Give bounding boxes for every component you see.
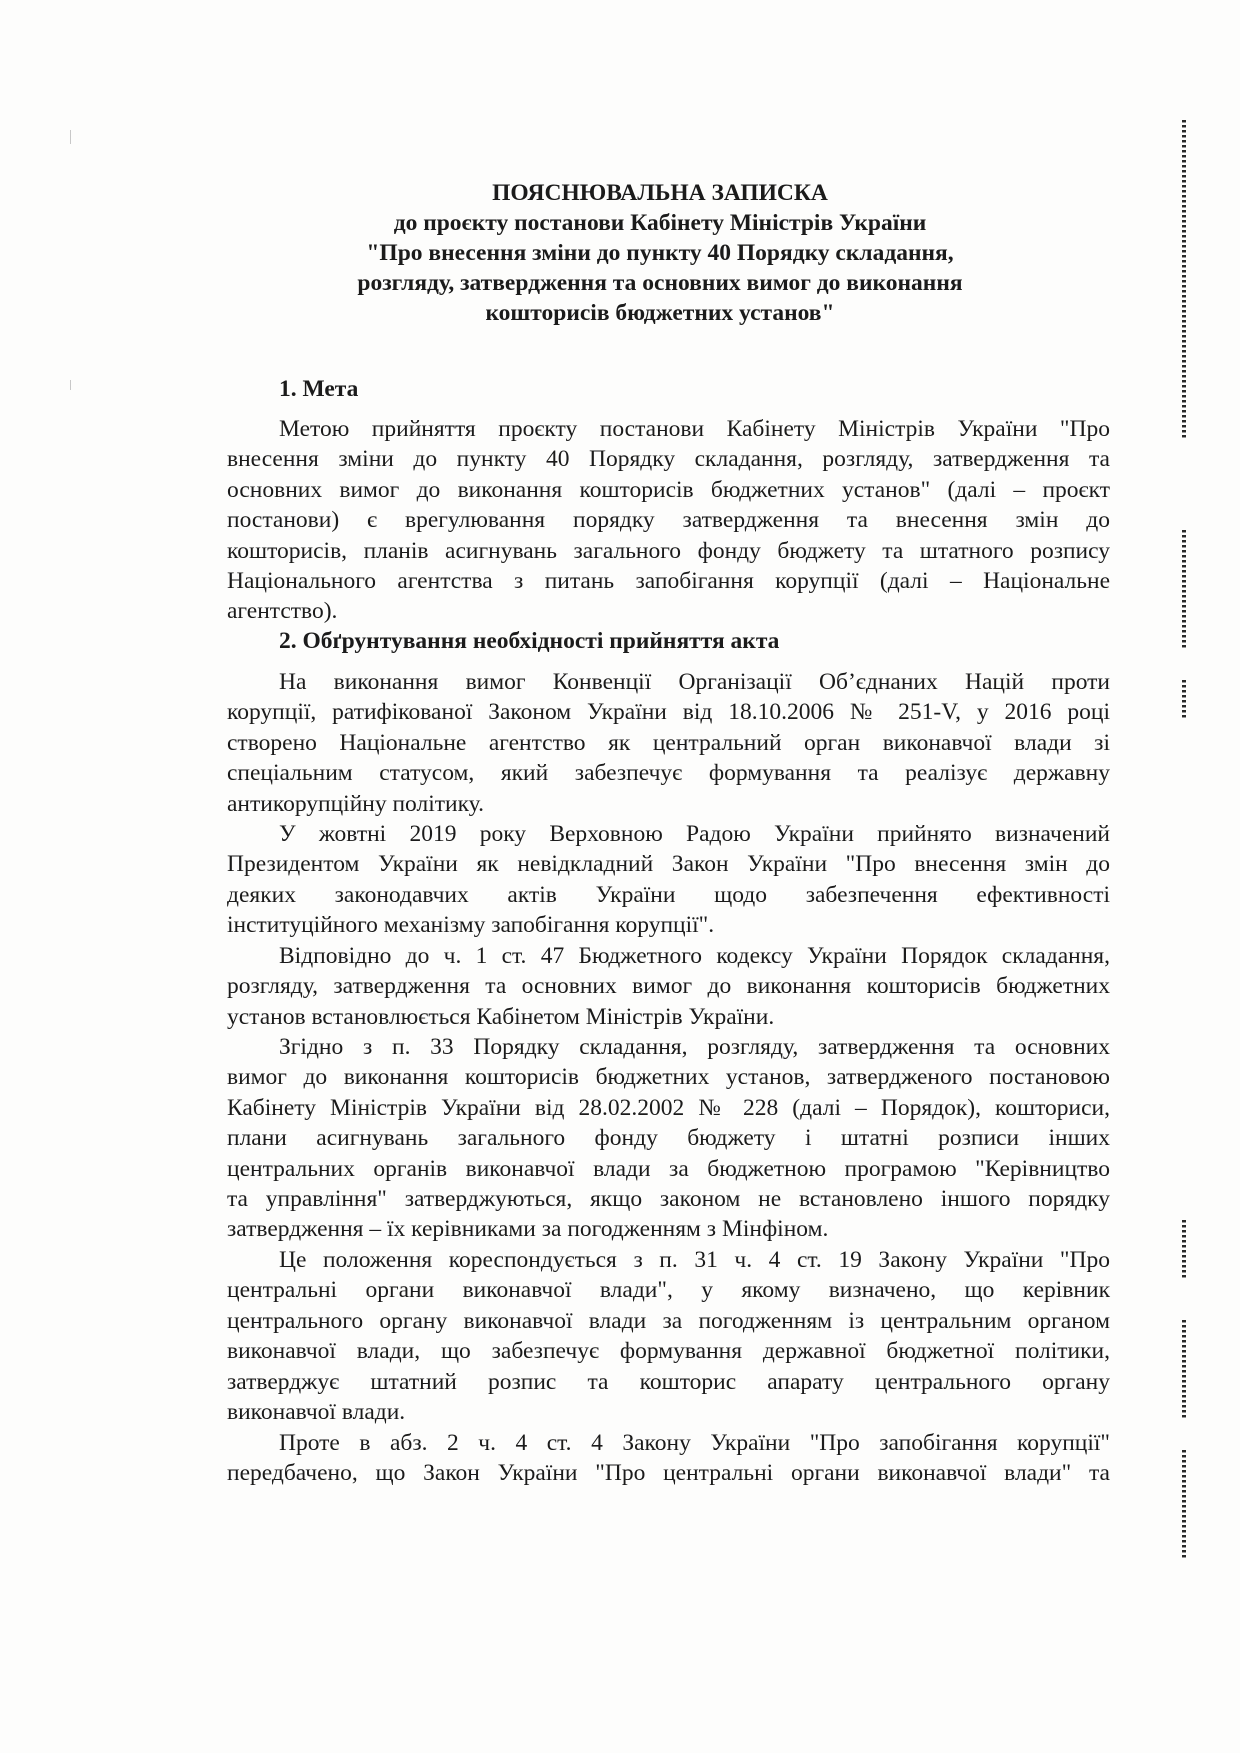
scan-edge-mark [1182,120,1186,440]
text-line: деяких законодавчих актів України щодо забезпечення ефективності [227,881,1110,908]
text-line: агентство). [227,598,338,625]
text-line: Це положення кореспондується з п. 31 ч. 4 ст. 19 Закону України "Про [279,1247,1110,1273]
text-line: Проте в абз. 2 ч. 4 ст. 4 Закону України "Про запобігання корупції" [279,1430,1110,1456]
text-line: Кабінету Міністрів України від 28.02.2002 № 228 (далі – Порядок), кошториси, [227,1094,1110,1121]
paragraph-central-bodies-law [227,1245,1110,1427]
text-line: установ встановлюється Кабінетом Міністрів України. [227,1003,775,1030]
scan-margin-mark [70,130,71,144]
text-line: На виконання вимог Конвенції Організації Об’єднаних Націй проти [279,669,1110,695]
title-line: до проєкту постанови Кабінету Міністрів України [393,210,927,236]
text-line: вимог до виконання кошторисів бюджетних установ, затвердженого постановою [227,1064,1110,1091]
text-line: спеціальним статусом, який забезпечує формування та реалізує державну [227,760,1110,787]
section-heading-purpose: 1. Мета [279,376,359,402]
section-heading-justification: 2. Обґрунтування необхідності прийняття акта [279,628,780,654]
text-line: кошторисів, планів асигнувань загального фонду бюджету та штатного розпису [227,537,1110,564]
text-line: розгляду, затвердження та основних вимог до виконання кошторисів бюджетних [227,973,1110,1000]
title-line: розгляду, затвердження та основних вимог до виконання [357,270,963,296]
text-line: Національного агентства з питань запобігання корупції (далі – Національне [227,567,1110,594]
scan-edge-mark [1182,1220,1186,1280]
paragraph-convention [227,667,1110,819]
paragraph-procedure-33 [227,1032,1110,1245]
text-line: Президентом України як невідкладний Закон України "Про внесення змін до [227,851,1110,878]
scan-edge-mark [1182,1320,1186,1420]
text-line: інституційного механізму запобігання корупції". [227,912,715,939]
text-line: плани асигнувань загального фонду бюджету і штатні розписи інших [227,1125,1110,1152]
text-line: Метою прийняття проєкту постанови Кабінету Міністрів України "Про [279,416,1110,442]
text-line: Відповідно до ч. 1 ст. 47 Бюджетного кодексу України Порядок складання, [279,943,1110,969]
text-line: затверджує штатний розпис та кошторис апарату центрального органу [227,1368,1110,1395]
text-line: та управління" затверджуються, якщо законом не встановлено іншого порядку [227,1185,1110,1212]
title-line: кошторисів бюджетних установ" [485,300,835,326]
text-line: постанови) є врегулювання порядку затвердження та внесення змін до [227,507,1110,534]
paragraph-purpose [227,414,1110,627]
title-line: "Про внесення зміни до пункту 40 Порядку складання, [366,240,954,266]
text-line: виконавчої влади. [227,1398,406,1425]
text-line: внесення зміни до пункту 40 Порядку складання, розгляду, затвердження та [227,446,1110,473]
paragraph-budget-code [227,941,1110,1032]
text-line: центральні органи виконавчої влади", у якому визначено, що керівник [227,1277,1110,1304]
text-line: центральних органів виконавчої влади за бюджетною програмою "Керівництво [227,1155,1110,1182]
text-line: основних вимог до виконання кошторисів бюджетних установ" (далі – проєкт [227,476,1110,503]
scan-edge-mark [1182,680,1186,720]
scan-margin-mark [70,380,71,390]
text-line: виконавчої влади, що забезпечує формування державної бюджетної політики, [227,1338,1110,1365]
paragraph-corruption-law [227,1428,1110,1489]
text-line: Згідно з п. 33 Порядку складання, розгляду, затвердження та основних [279,1034,1110,1060]
text-line: затвердження – їх керівниками за погодженням з Мінфіном. [227,1216,829,1243]
document-title [300,178,1020,328]
scan-edge-mark [1182,530,1186,650]
text-line: антикорупційну політику. [227,790,484,817]
paragraph-law-2019 [227,819,1110,941]
scan-edge-mark [1182,1450,1186,1560]
text-line: передбачено, що Закон України "Про центральні органи виконавчої влади" та [227,1460,1110,1487]
text-line: корупції, ратифікованої Законом України від 18.10.2006 № 251-V, у 2016 році [227,699,1110,726]
text-line: центрального органу виконавчої влади за погодженням із центральним органом [227,1307,1110,1334]
title-line: ПОЯСНЮВАЛЬНА ЗАПИСКА [492,180,828,206]
text-line: У жовтні 2019 року Верховною Радою України прийнято визначений [279,821,1110,847]
text-line: створено Національне агентство як центральний орган виконавчої влади зі [227,729,1110,756]
